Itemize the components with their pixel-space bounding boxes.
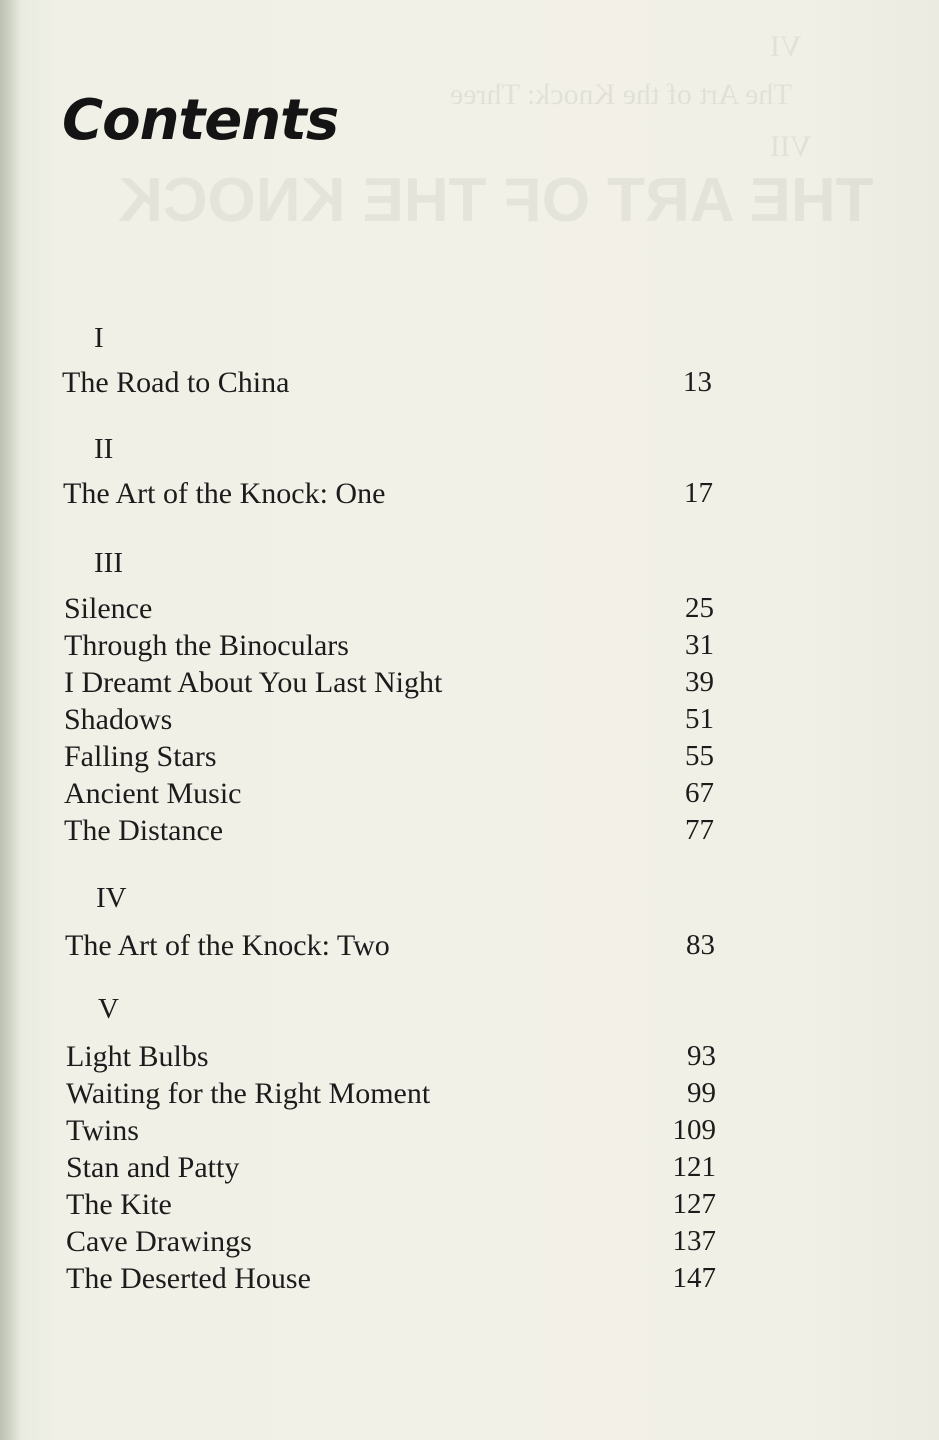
toc-entry-title: Stan and Patty	[66, 1151, 240, 1184]
toc-entry-title: Silence	[64, 592, 153, 625]
toc-entry-title: Shadows	[64, 703, 173, 736]
toc-entry-title: Cave Drawings	[66, 1225, 252, 1258]
toc-entry-page: 121	[672, 1151, 716, 1183]
toc-entry	[66, 1151, 716, 1187]
toc-entry	[66, 1188, 716, 1224]
section-numeral: II	[94, 433, 114, 465]
toc-entry-page: 13	[683, 366, 712, 398]
spine-shadow	[0, 0, 22, 1440]
toc-entry	[64, 814, 714, 850]
toc-entry-title: I Dreamt About You Last Night	[64, 666, 443, 699]
toc-entry-page: 55	[685, 740, 714, 772]
toc-entry	[64, 629, 714, 665]
bleed-through-line: The Art of the Knock: Three	[450, 78, 792, 111]
toc-entry-page: 77	[685, 814, 714, 846]
toc-entry-title: The Road to China	[62, 366, 290, 399]
toc-entry	[66, 1040, 716, 1076]
toc-entry	[64, 666, 714, 702]
bleed-through-numeral-vi: VI	[770, 30, 802, 63]
toc-entry-page: 39	[685, 666, 714, 698]
bleed-through-numeral-vii: VII	[770, 130, 812, 163]
toc-entry	[64, 703, 714, 739]
toc-entry	[64, 740, 714, 776]
toc-entry-title: Ancient Music	[64, 777, 242, 810]
toc-entry	[64, 777, 714, 813]
toc-entry-title: Light Bulbs	[66, 1040, 209, 1073]
section-numeral: III	[94, 547, 123, 579]
section-numeral: IV	[96, 882, 127, 914]
toc-entry	[64, 592, 714, 628]
section-numeral: V	[98, 993, 119, 1025]
toc-entry	[66, 1225, 716, 1261]
toc-entry-page: 31	[685, 629, 714, 661]
toc-entry-page: 25	[685, 592, 714, 624]
toc-entry-page: 67	[685, 777, 714, 809]
toc-entry-title: Waiting for the Right Moment	[66, 1077, 431, 1110]
toc-entry-title: The Kite	[66, 1188, 172, 1221]
toc-entry-page: 99	[687, 1077, 716, 1109]
toc-entry-title: The Distance	[64, 814, 224, 847]
toc-entry-page: 109	[672, 1114, 716, 1146]
toc-entry-page: 137	[672, 1225, 716, 1257]
toc-entry-page: 83	[686, 929, 715, 961]
toc-entry-title: The Deserted House	[66, 1262, 311, 1295]
toc-entry	[62, 366, 712, 402]
toc-entry	[66, 1077, 716, 1113]
toc-entry-title: The Art of the Knock: One	[63, 477, 386, 510]
toc-entry	[66, 1262, 716, 1298]
toc-entry-page: 147	[672, 1262, 716, 1294]
section-numeral: I	[94, 322, 104, 354]
toc-entry-title: Falling Stars	[64, 740, 217, 773]
toc-entry	[66, 1114, 716, 1150]
toc-entry-page: 127	[672, 1188, 716, 1220]
bleed-through-heading: THE ART OF THE KNOCK	[118, 166, 874, 235]
toc-entry-page: 51	[685, 703, 714, 735]
toc-entry	[65, 929, 715, 965]
toc-entry	[63, 477, 713, 513]
page-title: Contents	[62, 88, 339, 153]
toc-entry-title: Twins	[66, 1114, 139, 1147]
toc-entry-page: 93	[687, 1040, 716, 1072]
toc-entry-title: The Art of the Knock: Two	[65, 929, 390, 962]
toc-entry-page: 17	[684, 477, 713, 509]
toc-entry-title: Through the Binoculars	[64, 629, 349, 662]
